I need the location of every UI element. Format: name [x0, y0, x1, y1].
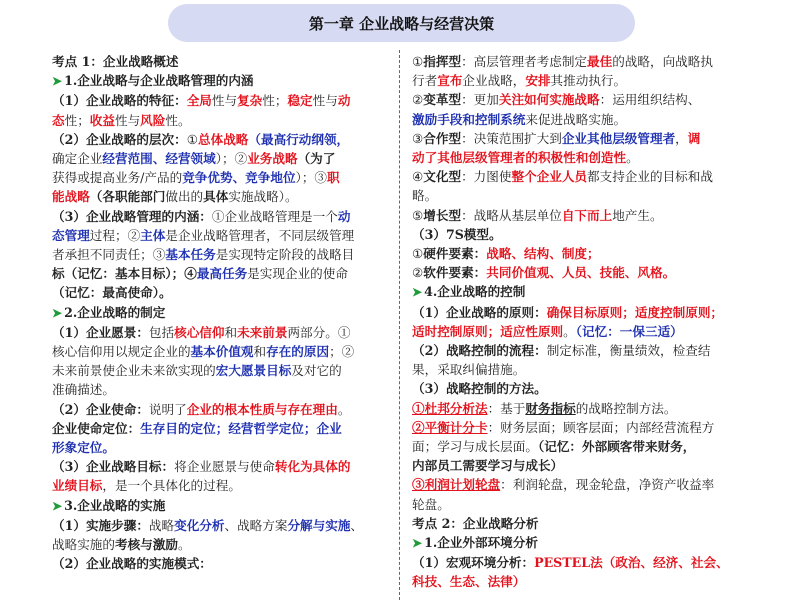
text-segment: 和 [253, 344, 267, 360]
text-segment: 企业的根本性质与存在理由 [186, 401, 338, 417]
text-segment: ① [412, 246, 424, 262]
right-line [412, 495, 748, 514]
column-divider [399, 50, 400, 600]
text-segment: 分解与实施 [287, 517, 351, 533]
left-line [52, 342, 388, 361]
left-line [52, 496, 388, 516]
text-segment: 变革型 [423, 92, 462, 108]
left-line [52, 111, 388, 130]
left-line [52, 264, 388, 283]
left-line [52, 149, 388, 168]
text-segment: 文化型 [423, 169, 462, 185]
text-segment: 安排 [525, 73, 551, 89]
arrow-icon: ➤ [412, 536, 423, 551]
right-line [412, 148, 748, 167]
left-line [52, 187, 388, 206]
text-segment: 竞争优势、竞争地位 [182, 170, 296, 186]
text-segment: 形象定位。 [52, 440, 115, 456]
text-segment: 性； [262, 93, 288, 109]
left-line [52, 438, 388, 457]
text-segment: ：战略从基层单位 [461, 207, 562, 223]
text-segment: 全局 [186, 93, 212, 109]
text-segment: 性。 [165, 112, 191, 128]
text-segment: 宏大愿景目标 [215, 363, 292, 379]
text-segment: 自下而上 [561, 207, 613, 223]
text-segment: （为了 [297, 151, 336, 167]
text-segment: ：利润轮盘，现金轮盘，净资产收益率 [500, 477, 715, 493]
text-segment: （1）企业愿景： [52, 324, 149, 340]
text-segment: ⑤ [412, 207, 424, 223]
text-segment: （记忆：一保三适） [575, 323, 683, 339]
text-segment: 。 [177, 537, 191, 553]
text-segment: 合作型 [423, 130, 462, 146]
arrow-icon: ➤ [52, 305, 63, 320]
text-segment: 4.企业战略的控制 [424, 284, 526, 300]
left-line [52, 71, 388, 91]
text-segment: 都支持企业的目标和战 [587, 169, 713, 185]
text-segment: 核心信仰用以规定企业的 [52, 344, 191, 360]
text-segment: 硬件要素： [423, 246, 487, 262]
text-segment: 略。 [412, 188, 438, 204]
left-line [52, 245, 388, 264]
text-segment: ：力图使 [461, 169, 512, 185]
text-segment: ②平衡计分卡 [412, 419, 488, 435]
text-segment: 是实现特定阶段的战略目 [215, 247, 355, 263]
text-segment: 包括 [148, 324, 175, 340]
left-line [52, 457, 388, 476]
text-segment: ③利润计划轮盘 [412, 477, 501, 493]
text-segment: 准确描述。 [52, 382, 115, 398]
text-segment: 动 [337, 93, 351, 109]
text-segment: （2）战略控制的流程： [412, 343, 547, 359]
arrow-icon: ➤ [52, 74, 63, 89]
arrow-icon: ➤ [412, 285, 423, 300]
text-segment: ， [675, 130, 688, 146]
text-segment: 最佳 [587, 54, 613, 69]
text-segment: ：高层管理者考虑制定 [461, 54, 588, 69]
text-segment: 战略、结构、制度； [486, 246, 600, 262]
text-segment: 企业战略， [462, 73, 526, 89]
right-line [412, 186, 748, 205]
right-line [412, 282, 748, 302]
text-segment: 及对它的 [291, 363, 342, 379]
left-line [52, 554, 388, 573]
left-line [52, 400, 388, 419]
text-segment: 标（记忆：基本目标）；④ [52, 266, 197, 282]
text-segment: ：基于 [487, 400, 526, 416]
text-segment: （1）宏观环境分析： [412, 555, 535, 571]
text-segment: 增长型 [423, 207, 462, 223]
text-segment: 说明了 [148, 401, 187, 417]
text-segment: 性； [64, 112, 90, 128]
left-line [52, 207, 388, 226]
text-segment: 实施战略）。 [228, 189, 298, 205]
text-segment: 、战略方案 [224, 517, 288, 533]
text-segment: （各职能部门 [89, 189, 166, 205]
text-segment: （3）战略控制的方法。 [412, 381, 547, 397]
text-segment: 考点 2：企业战略分析 [412, 515, 539, 531]
left-line [52, 226, 388, 245]
text-segment: 果，采取纠偏措施。 [412, 362, 526, 378]
text-segment: （记忆：最高使命）。 [52, 285, 172, 301]
text-segment: （2）企业使命： [52, 401, 149, 417]
text-segment: 是企业战略管理者，不同层级管理 [165, 227, 355, 243]
right-line [412, 399, 748, 418]
text-segment: ：运用组织结构、 [599, 92, 701, 108]
right-line [412, 244, 748, 263]
left-line [52, 476, 388, 495]
text-segment: 经营范围、经营领域 [102, 151, 216, 167]
left-line [52, 52, 388, 71]
left-line [52, 535, 388, 554]
chapter-title: 第一章 企业战略与经营决策 [168, 4, 635, 42]
text-segment: 其推动执行。 [550, 73, 627, 89]
text-segment: 复杂 [237, 93, 263, 109]
text-segment: 内部员工需要学习与成长） [412, 458, 564, 474]
text-segment: 企业使命定位： [52, 420, 141, 436]
right-line [412, 52, 748, 71]
text-segment: 生存目的定位；经营哲学定位；企业 [140, 420, 342, 436]
right-line [412, 303, 748, 322]
text-segment: 地产生。 [612, 207, 663, 223]
right-line [412, 360, 748, 379]
text-segment: 整个企业人员 [511, 169, 588, 185]
text-segment: （最高行动纲领， [248, 131, 350, 147]
text-segment: 。 [563, 323, 576, 339]
text-segment: 基本任务 [165, 247, 216, 263]
text-segment: ①杜邦分析法 [412, 400, 488, 416]
text-segment: ；② [329, 344, 355, 360]
text-segment: 动 [337, 208, 351, 224]
right-line [412, 379, 748, 398]
text-segment: 态管理 [52, 227, 90, 243]
text-segment: 业绩目标 [52, 478, 103, 494]
text-segment: 转化为具体的 [274, 459, 351, 475]
text-segment: 态 [52, 112, 65, 128]
right-line [412, 225, 748, 244]
text-segment: ，是一个具体化的过程。 [102, 478, 241, 494]
text-segment: ③ [412, 130, 424, 146]
right-line [412, 553, 748, 572]
left-line [52, 516, 388, 535]
text-segment: （3）7S模型。 [412, 226, 502, 242]
text-segment: 战略实施的 [52, 537, 115, 553]
text-segment: （2）企业战略的层次： [52, 131, 187, 147]
text-segment: 存在的原因 [266, 344, 330, 360]
text-segment: 制定标准，衡量绩效，检查结 [546, 343, 711, 359]
text-segment: 3.企业战略的实施 [64, 497, 166, 513]
text-segment: 基本价值观 [190, 344, 254, 360]
text-segment: 适时控制原则；适应性原则 [412, 323, 564, 339]
left-line [52, 419, 388, 438]
right-line [412, 456, 748, 475]
text-segment: ）；③ [295, 170, 328, 186]
right-column [412, 52, 748, 600]
right-line [412, 322, 748, 341]
text-segment: ）；② [215, 151, 248, 167]
text-segment: 将企业愿景与使命 [174, 459, 275, 475]
text-segment: 激励手段和控制系统 [412, 111, 526, 127]
right-line [412, 90, 748, 109]
text-segment: PESTEL法（政治、经济、社会、 [534, 555, 729, 571]
text-segment: 关注如何实施战略 [498, 92, 600, 108]
text-segment: 具体 [203, 189, 229, 205]
right-line [412, 341, 748, 360]
text-segment: ：更加 [461, 92, 499, 108]
text-segment: ① [186, 131, 198, 147]
text-segment: 性与 [211, 93, 238, 109]
text-segment: （2）企业战略的实施模式： [52, 556, 212, 572]
left-line [52, 361, 388, 380]
text-segment: 宣布 [437, 73, 463, 89]
text-segment: 动了其他层级管理者的积极性和创造性 [412, 150, 627, 166]
text-segment: ② [412, 265, 424, 281]
text-segment: 性与 [114, 112, 141, 128]
text-segment: ：财务层面；顾客层面；内部经营流程方 [487, 419, 715, 435]
text-segment: 调 [687, 130, 701, 146]
text-segment: （1）企业战略的特征： [52, 93, 187, 109]
right-line [412, 110, 748, 129]
right-line [412, 129, 748, 148]
text-segment: 。 [337, 401, 351, 417]
text-segment: 风险 [140, 112, 166, 128]
text-segment: 收益 [89, 112, 115, 128]
left-line [52, 283, 388, 302]
text-segment: 职 [327, 170, 340, 186]
text-segment: 未来前景使企业未来欲实现的 [52, 363, 216, 379]
left-line [52, 91, 388, 110]
left-line [52, 323, 388, 342]
text-segment: 确保目标原则；适度控制原则； [546, 304, 724, 320]
right-line [412, 475, 748, 494]
left-line [52, 303, 388, 323]
text-segment: 1.企业外部环境分析 [424, 535, 538, 551]
text-segment: （3）企业战略管理的内涵： [52, 208, 212, 224]
right-line [412, 514, 748, 533]
text-segment: 业务战略 [247, 151, 298, 167]
text-segment: 来促进战略实施。 [525, 111, 627, 127]
left-column [52, 52, 388, 600]
text-segment: （1）实施步骤： [52, 517, 149, 533]
text-segment: 未来前景 [237, 324, 288, 340]
right-line [412, 71, 748, 90]
text-segment: 1.企业战略与企业战略管理的内涵 [64, 73, 254, 89]
right-line [412, 533, 748, 553]
text-segment: 面；学习与成长层面。 [412, 439, 538, 455]
header [0, 0, 794, 44]
text-segment: 确定企业 [52, 151, 103, 167]
text-segment: 财务指标 [525, 400, 576, 416]
text-segment: 科技、生态、法律） [412, 574, 526, 590]
text-segment: （3）企业战略目标： [52, 459, 175, 475]
text-segment: （1）企业战略的原则： [412, 304, 547, 320]
text-segment: 最高任务 [196, 266, 248, 282]
text-segment: 核心信仰 [174, 324, 225, 340]
text-segment: ①企业战略管理是一个 [211, 208, 338, 224]
text-segment: 行者 [412, 73, 438, 89]
text-segment: 稳定 [287, 93, 313, 109]
text-segment: 软件要素： [423, 265, 487, 281]
arrow-icon: ➤ [52, 498, 63, 513]
text-segment: 2.企业战略的制定 [64, 304, 166, 320]
text-segment: 和 [224, 324, 238, 340]
text-segment: 考核与激励 [114, 537, 178, 553]
text-segment: 。 [626, 150, 639, 166]
text-segment: ：决策范围扩大到 [461, 130, 562, 146]
text-segment: ② [412, 92, 424, 108]
text-segment: 主体 [140, 227, 166, 243]
text-segment: 两部分。① [287, 324, 351, 340]
text-segment: 做出的 [165, 189, 204, 205]
text-segment: 者承担不同责任；③ [52, 247, 166, 263]
left-line [52, 130, 388, 149]
text-segment: 轮盘。 [412, 496, 450, 512]
text-segment: 企业其他层级管理者 [561, 130, 676, 146]
text-segment: 过程；② [89, 227, 141, 243]
text-segment: （记忆：外部顾客带来财务， [537, 439, 696, 455]
text-segment: 的战略控制方法。 [575, 400, 677, 416]
text-segment: 指挥型 [423, 54, 462, 69]
right-line [412, 572, 748, 591]
right-line [412, 206, 748, 225]
right-line [412, 437, 748, 456]
left-line [52, 168, 388, 187]
text-segment: 战略 [148, 517, 175, 533]
left-line [52, 380, 388, 399]
text-segment: 、 [350, 517, 364, 533]
text-segment: 考点 1：企业战略概述 [52, 54, 179, 69]
right-line [412, 167, 748, 186]
text-segment: 变化分析 [174, 517, 225, 533]
text-segment: 获得或提高业务/产品的 [52, 170, 183, 186]
right-line [412, 263, 748, 282]
text-segment: 的战略，向战略执 [612, 54, 713, 69]
text-segment: 是实现企业的使命 [247, 266, 348, 282]
text-segment: 能战略 [52, 189, 90, 205]
text-segment: ① [412, 54, 424, 69]
text-segment: 总体战略 [198, 131, 249, 147]
text-segment: ④ [412, 169, 424, 185]
text-segment: 共同价值观、人员、技能、风格。 [486, 265, 676, 281]
right-line [412, 418, 748, 437]
text-segment: 性与 [312, 93, 338, 109]
